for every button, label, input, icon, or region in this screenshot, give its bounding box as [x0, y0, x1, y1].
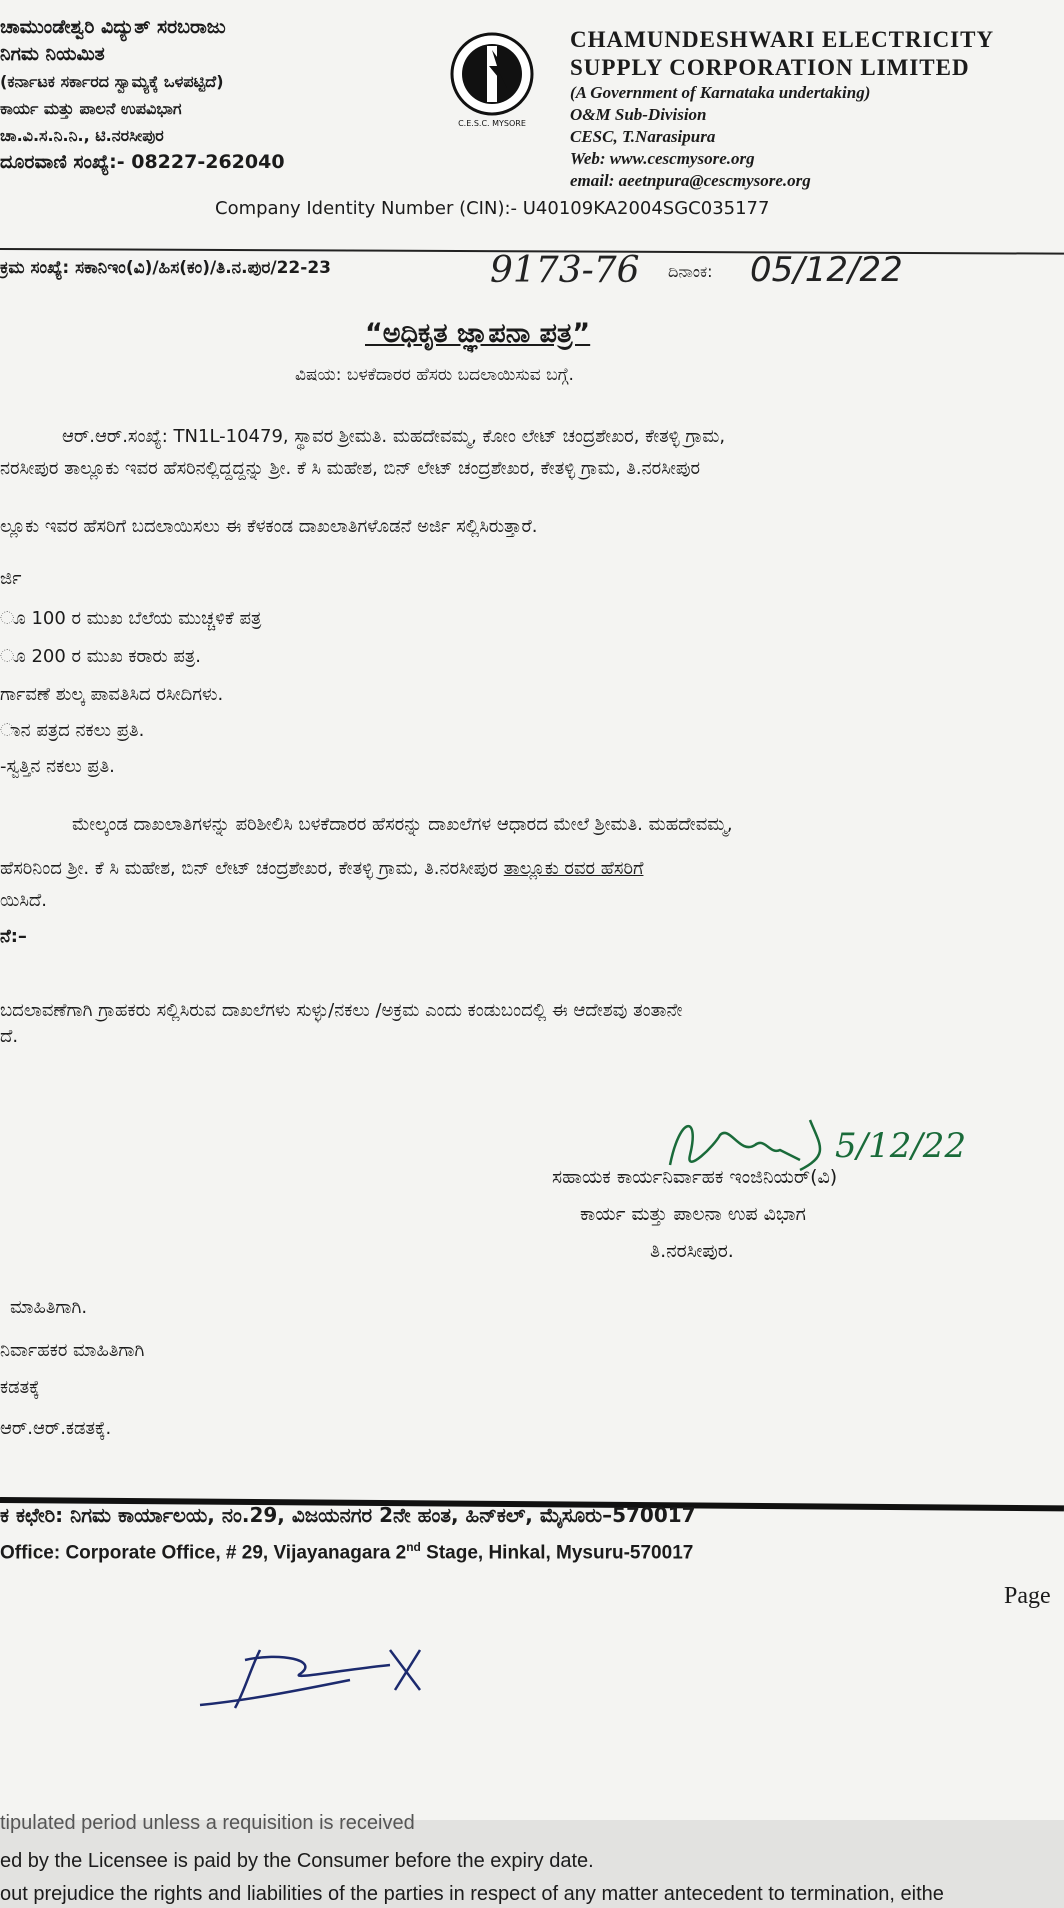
office-location: CESC, T.Narasipura — [570, 127, 716, 146]
date-handwritten: 05/12/22 — [750, 250, 903, 290]
list-item: ಾನ ಪತ್ರದ ನಕಲು ಪ್ರತಿ. — [0, 720, 145, 741]
list-item: ೂ 100 ರ ಮುಖ ಬೆಲೆಯ ಮುಚ್ಚಳಿಕೆ ಪತ್ರ — [0, 608, 262, 629]
kannada-header-line: ಚಾಮುಂಡೇಶ್ವರಿ ವಿದ್ಯುತ್ ಸರಬರಾಜು — [0, 16, 226, 38]
signatory-place: ತಿ.ನರಸೀಪುರ. — [650, 1240, 734, 1262]
company-identity-number: Company Identity Number (CIN):- U40109KA2004SGC035177 — [215, 198, 770, 219]
footer-address-text-end: Stage, Hinkal, Mysuru-570017 — [420, 1542, 694, 1564]
body-paragraph-underlined: ತಾಲ್ಲೂಕು ರವರ ಹೆಸರಿಗೆ — [503, 858, 644, 879]
memo-title: “ಅಧಿಕೃತ ಜ್ಞಾಪನಾ ಪತ್ರ” — [365, 318, 591, 349]
note-heading: ನೆ:– — [0, 926, 27, 947]
footer-address-text: Office: Corporate Office, # 29, Vijayanagara 2 — [0, 1542, 407, 1564]
copy-to-item: ಕಡತಕ್ಕೆ — [0, 1377, 40, 1398]
kannada-header-line: ಕಾರ್ಯ ಮತ್ತು ಪಾಲನೆ ಉಪವಿಭಾಗ — [0, 99, 182, 118]
memo-subject: ವಿಷಯ: ಬಳಕೆದಾರರ ಹೆಸರು ಬದಲಾಯಿಸುವ ಬಗ್ಗೆ. — [295, 365, 574, 385]
cesc-logo — [445, 22, 539, 132]
english-letterhead — [570, 26, 994, 192]
kannada-header-line: ನಿಗಮ ನಿಯಮಿತ — [0, 43, 105, 65]
page-label: Page — [1004, 1583, 1051, 1609]
reference-number-handwritten: 9173-76 — [490, 250, 640, 291]
copy-to-item: ನಿರ್ವಾಹಕರ ಮಾಹಿತಿಗಾಗಿ — [0, 1340, 145, 1361]
note-line: ಬದಲಾವಣೆಗಾಗಿ ಗ್ರಾಹಕರು ಸಲ್ಲಿಸಿರುವ ದಾಖಲೆಗಳು ಸುಳ್ಳು/ನಕಲು /ಅಕ್ರಮ ಎಂದು ಕಂಡುಬಂದಲ್ಲಿ ಈ ಆದೇಶವು ತಂತಾನೇ — [0, 1000, 683, 1021]
next-page-text: ed by the Licensee is paid by the Consumer before the expiry date. — [0, 1850, 594, 1872]
list-item: ರ್ಗಾವಣೆ ಶುಲ್ಕ ಪಾವತಿಸಿದ ರಸೀದಿಗಳು. — [0, 684, 224, 705]
second-signature — [190, 1630, 430, 1720]
body-paragraph-line: ನರಸೀಪುರ ತಾಲ್ಲೂಕು ಇವರ ಹೆಸರಿನಲ್ಲಿದ್ದದ್ದನ್ನು ಶ್ರೀ. ಕೆ ಸಿ ಮಹೇಶ, ಬಿನ್ ಲೇಟ್ ಚಂದ್ರಶೇಖರ, ಕೇತಳ್ಳಿ ಗ್ರಾಮ, ತಿ.ನರಸೀಪುರ — [0, 458, 701, 479]
logo-caption: C.E.S.C. MYSORE — [458, 119, 526, 128]
list-item: ೂ 200 ರ ಮುಖ ಕರಾರು ಪತ್ರ. — [0, 646, 201, 667]
signature-date: 5/12/22 — [835, 1126, 967, 1166]
date-label: ದಿನಾಂಕ: — [668, 262, 713, 281]
body-paragraph-line: ಆರ್.ಆರ್.ಸಂಖ್ಯೆ: TN1L-10479, ಸ್ಥಾವರ ಶ್ರೀಮತಿ. ಮಹದೇವಮ್ಮ, ಕೋಂ ಲೇಟ್ ಚಂದ್ರಶೇಖರ, ಕೇತಳ್ಳಿ ಗ್ರಾಮ, — [62, 426, 726, 447]
copy-to-item: ಆರ್.ಆರ್.ಕಡತಕ್ಕೆ. — [0, 1418, 112, 1439]
signatory-designation: ಸಹಾಯಕ ಕಾರ್ಯನಿರ್ವಾಹಕ ಇಂಜಿನಿಯರ್(ವಿ) — [552, 1166, 838, 1188]
kannada-letterhead — [0, 14, 285, 176]
company-name-line1: CHAMUNDESHWARI ELECTRICITY — [570, 27, 995, 52]
next-page-text: out prejudice the rights and liabilities of the parties in respect of any matter antecedent to termination, eithe — [0, 1883, 944, 1905]
website: Web: www.cescmysore.org — [570, 149, 755, 168]
govt-undertaking: (A Government of Karnataka undertaking) — [570, 83, 871, 102]
company-name-line2: SUPPLY CORPORATION LIMITED — [570, 55, 970, 80]
kannada-header-line: ಚಾ.ವಿ.ಸ.ನಿ.ನಿ., ಟಿ.ನರಸೀಪುರ — [0, 126, 164, 145]
sub-division: O&M Sub-Division — [570, 105, 707, 124]
body-paragraph-line — [0, 852, 643, 886]
footer-address-superscript: nd — [406, 1540, 421, 1554]
copy-to-item: ಮಾಹಿತಿಗಾಗಿ. — [10, 1297, 88, 1318]
list-heading: ರ್ಜಿ — [0, 568, 22, 589]
footer-address-kannada: ಕ ಕಛೇರಿ: ನಿಗಮ ಕಾರ್ಯಾಲಯ, ನಂ.29, ವಿಜಯನಗರ 2ನೇ ಹಂತ, ಹಿನ್‌ಕಲ್, ಮೈಸೂರು–570017 — [0, 1503, 696, 1527]
body-paragraph-line: ಲ್ಲೂಕು ಇವರ ಹೆಸರಿಗೆ ಬದಲಾಯಿಸಲು ಈ ಕೆಳಕಂಡ ದಾಖಲಾತಿಗಳೊಡನೆ ಅರ್ಜಿ ಸಲ್ಲಿಸಿರುತ್ತಾರೆ. — [0, 516, 538, 537]
email: email: aeetnpura@cescmysore.org — [570, 171, 811, 190]
list-item: -ಸ್ವತ್ತಿನ ನಕಲು ಪ್ರತಿ. — [0, 756, 115, 777]
footer-address-english — [0, 1540, 693, 1564]
kannada-header-line: ದೂರವಾಣಿ ಸಂಖ್ಯೆ:- 08227-262040 — [0, 151, 285, 173]
body-paragraph-text: ಹೆಸರಿನಿಂದ ಶ್ರೀ. ಕೆ ಸಿ ಮಹೇಶ, ಬಿನ್ ಲೇಟ್ ಚಂದ್ರಶೇಖರ, ಕೇತಳ್ಳಿ ಗ್ರಾಮ, ತಿ.ನರಸೀಪುರ — [0, 858, 498, 879]
body-paragraph-line: ಮೇಲ್ಕಂಡ ದಾಖಲಾತಿಗಳನ್ನು ಪರಿಶೀಲಿಸಿ ಬಳಕೆದಾರರ ಹೆಸರನ್ನು ದಾಖಲೆಗಳ ಆಧಾರದ ಮೇಲೆ ಶ್ರೀಮತಿ. ಮಹದೇವಮ್ಮ, — [72, 814, 733, 835]
next-page-text: tipulated period unless a requisition is received — [0, 1812, 415, 1834]
note-line: ದೆ. — [0, 1026, 19, 1047]
body-paragraph-line: ಯಿಸಿದೆ. — [0, 890, 47, 911]
reference-number-label: ಕ್ರಮ ಸಂಖ್ಯೆ: ಸಕಾನಿಇಂ(ವಿ)/ಹಿಸ(ಕಂ)/ತಿ.ನ.ಪುರ/22-23 — [0, 258, 331, 278]
signatory-office: ಕಾರ್ಯ ಮತ್ತು ಪಾಲನಾ ಉಪ ವಿಭಾಗ — [580, 1203, 806, 1225]
kannada-header-line: (ಕರ್ನಾಟಕ ಸರ್ಕಾರದ ಸ್ವಾಮ್ಯಕ್ಕೆ ಒಳಪಟ್ಟಿದೆ) — [0, 72, 224, 91]
